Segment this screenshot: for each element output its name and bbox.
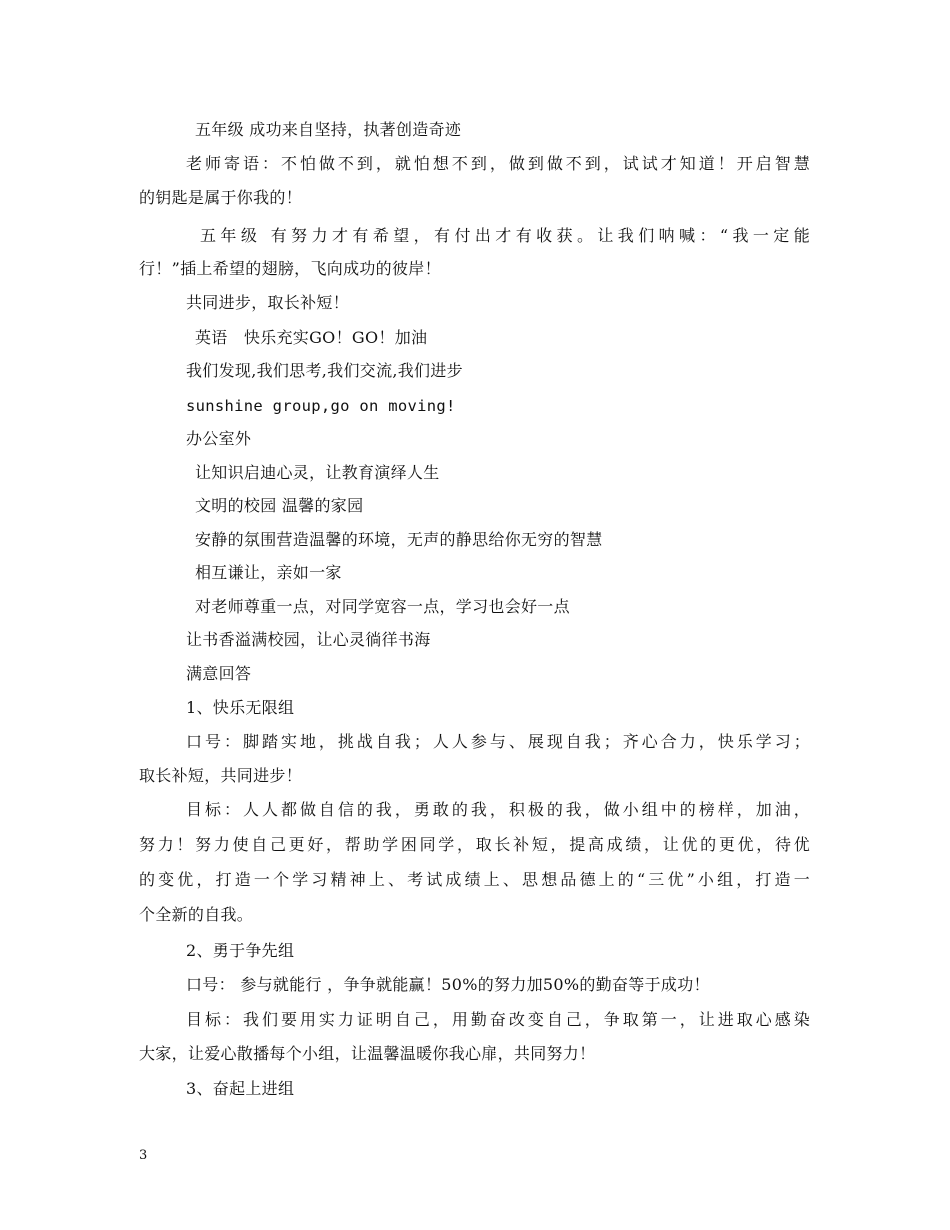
text-line: 目标：我们要用实力证明自己，用勤奋改变自己，争取第一，让进取心感染 bbox=[186, 1010, 810, 1029]
text-line: 努力！努力使自己更好，帮助学困同学，取长补短，提高成绩，让优的更优，待优 bbox=[139, 835, 810, 854]
text-line: 的变优，打造一个学习精神上、考试成绩上、思想品德上的“三优”小组，打造一 bbox=[139, 870, 810, 889]
text-line: 取长补短，共同进步！ bbox=[139, 766, 303, 785]
text-line: 大家，让爱心散播每个小组，让温馨温暖你我心扉，共同努力！ bbox=[139, 1044, 596, 1063]
text-line: 3、奋起上进组 bbox=[186, 1079, 295, 1098]
text-line: 让知识启迪心灵，让教育演绎人生 bbox=[195, 463, 440, 482]
text-line: 文明的校园 温馨的家园 bbox=[195, 496, 364, 515]
text-line: 我们发现,我们思考,我们交流,我们进步 bbox=[186, 361, 463, 380]
text-line: 五年级 成功来自坚持，执著创造奇迹 bbox=[195, 120, 462, 139]
text-line: sunshine group,go on moving! bbox=[186, 397, 456, 415]
text-line: 对老师尊重一点，对同学宽容一点，学习也会好一点 bbox=[195, 597, 570, 616]
text-line: 老师寄语：不怕做不到，就怕想不到，做到做不到，试试才知道！开启智慧 bbox=[186, 154, 810, 173]
text-line: 安静的氛围营造温馨的环境，无声的静思给你无穷的智慧 bbox=[195, 530, 603, 549]
text-line: 英语 快乐充实GO！GO！加油 bbox=[195, 328, 428, 347]
text-line: 让书香溢满校园，让心灵徜徉书海 bbox=[186, 630, 431, 649]
text-line: 满意回答 bbox=[186, 664, 252, 683]
text-line: 办公室外 bbox=[186, 429, 252, 448]
text-line: 共同进步，取长补短！ bbox=[186, 293, 350, 312]
text-line: 五年级 有努力才有希望，有付出才有收获。让我们呐喊：“我一定能 bbox=[200, 226, 810, 245]
text-line: 目标：人人都做自信的我，勇敢的我，积极的我，做小组中的榜样，加油， bbox=[186, 800, 810, 819]
text-line: 的钥匙是属于你我的！ bbox=[139, 188, 303, 207]
text-line: 口号： 参与就能行 ，争争就能赢！50%的努力加50%的勤奋等于成功！ bbox=[186, 975, 710, 994]
text-line: 1、快乐无限组 bbox=[186, 698, 295, 717]
text-line: 个全新的自我。 bbox=[139, 905, 254, 924]
text-line: 相互谦让，亲如一家 bbox=[195, 563, 342, 582]
page-number: 3 bbox=[139, 1148, 148, 1163]
text-line: 口号：脚踏实地，挑战自我；人人参与、展现自我；齐心合力，快乐学习； bbox=[186, 732, 810, 751]
text-line: 2、勇于争先组 bbox=[186, 941, 295, 960]
text-line: 行！”插上希望的翅膀，飞向成功的彼岸！ bbox=[139, 259, 441, 278]
